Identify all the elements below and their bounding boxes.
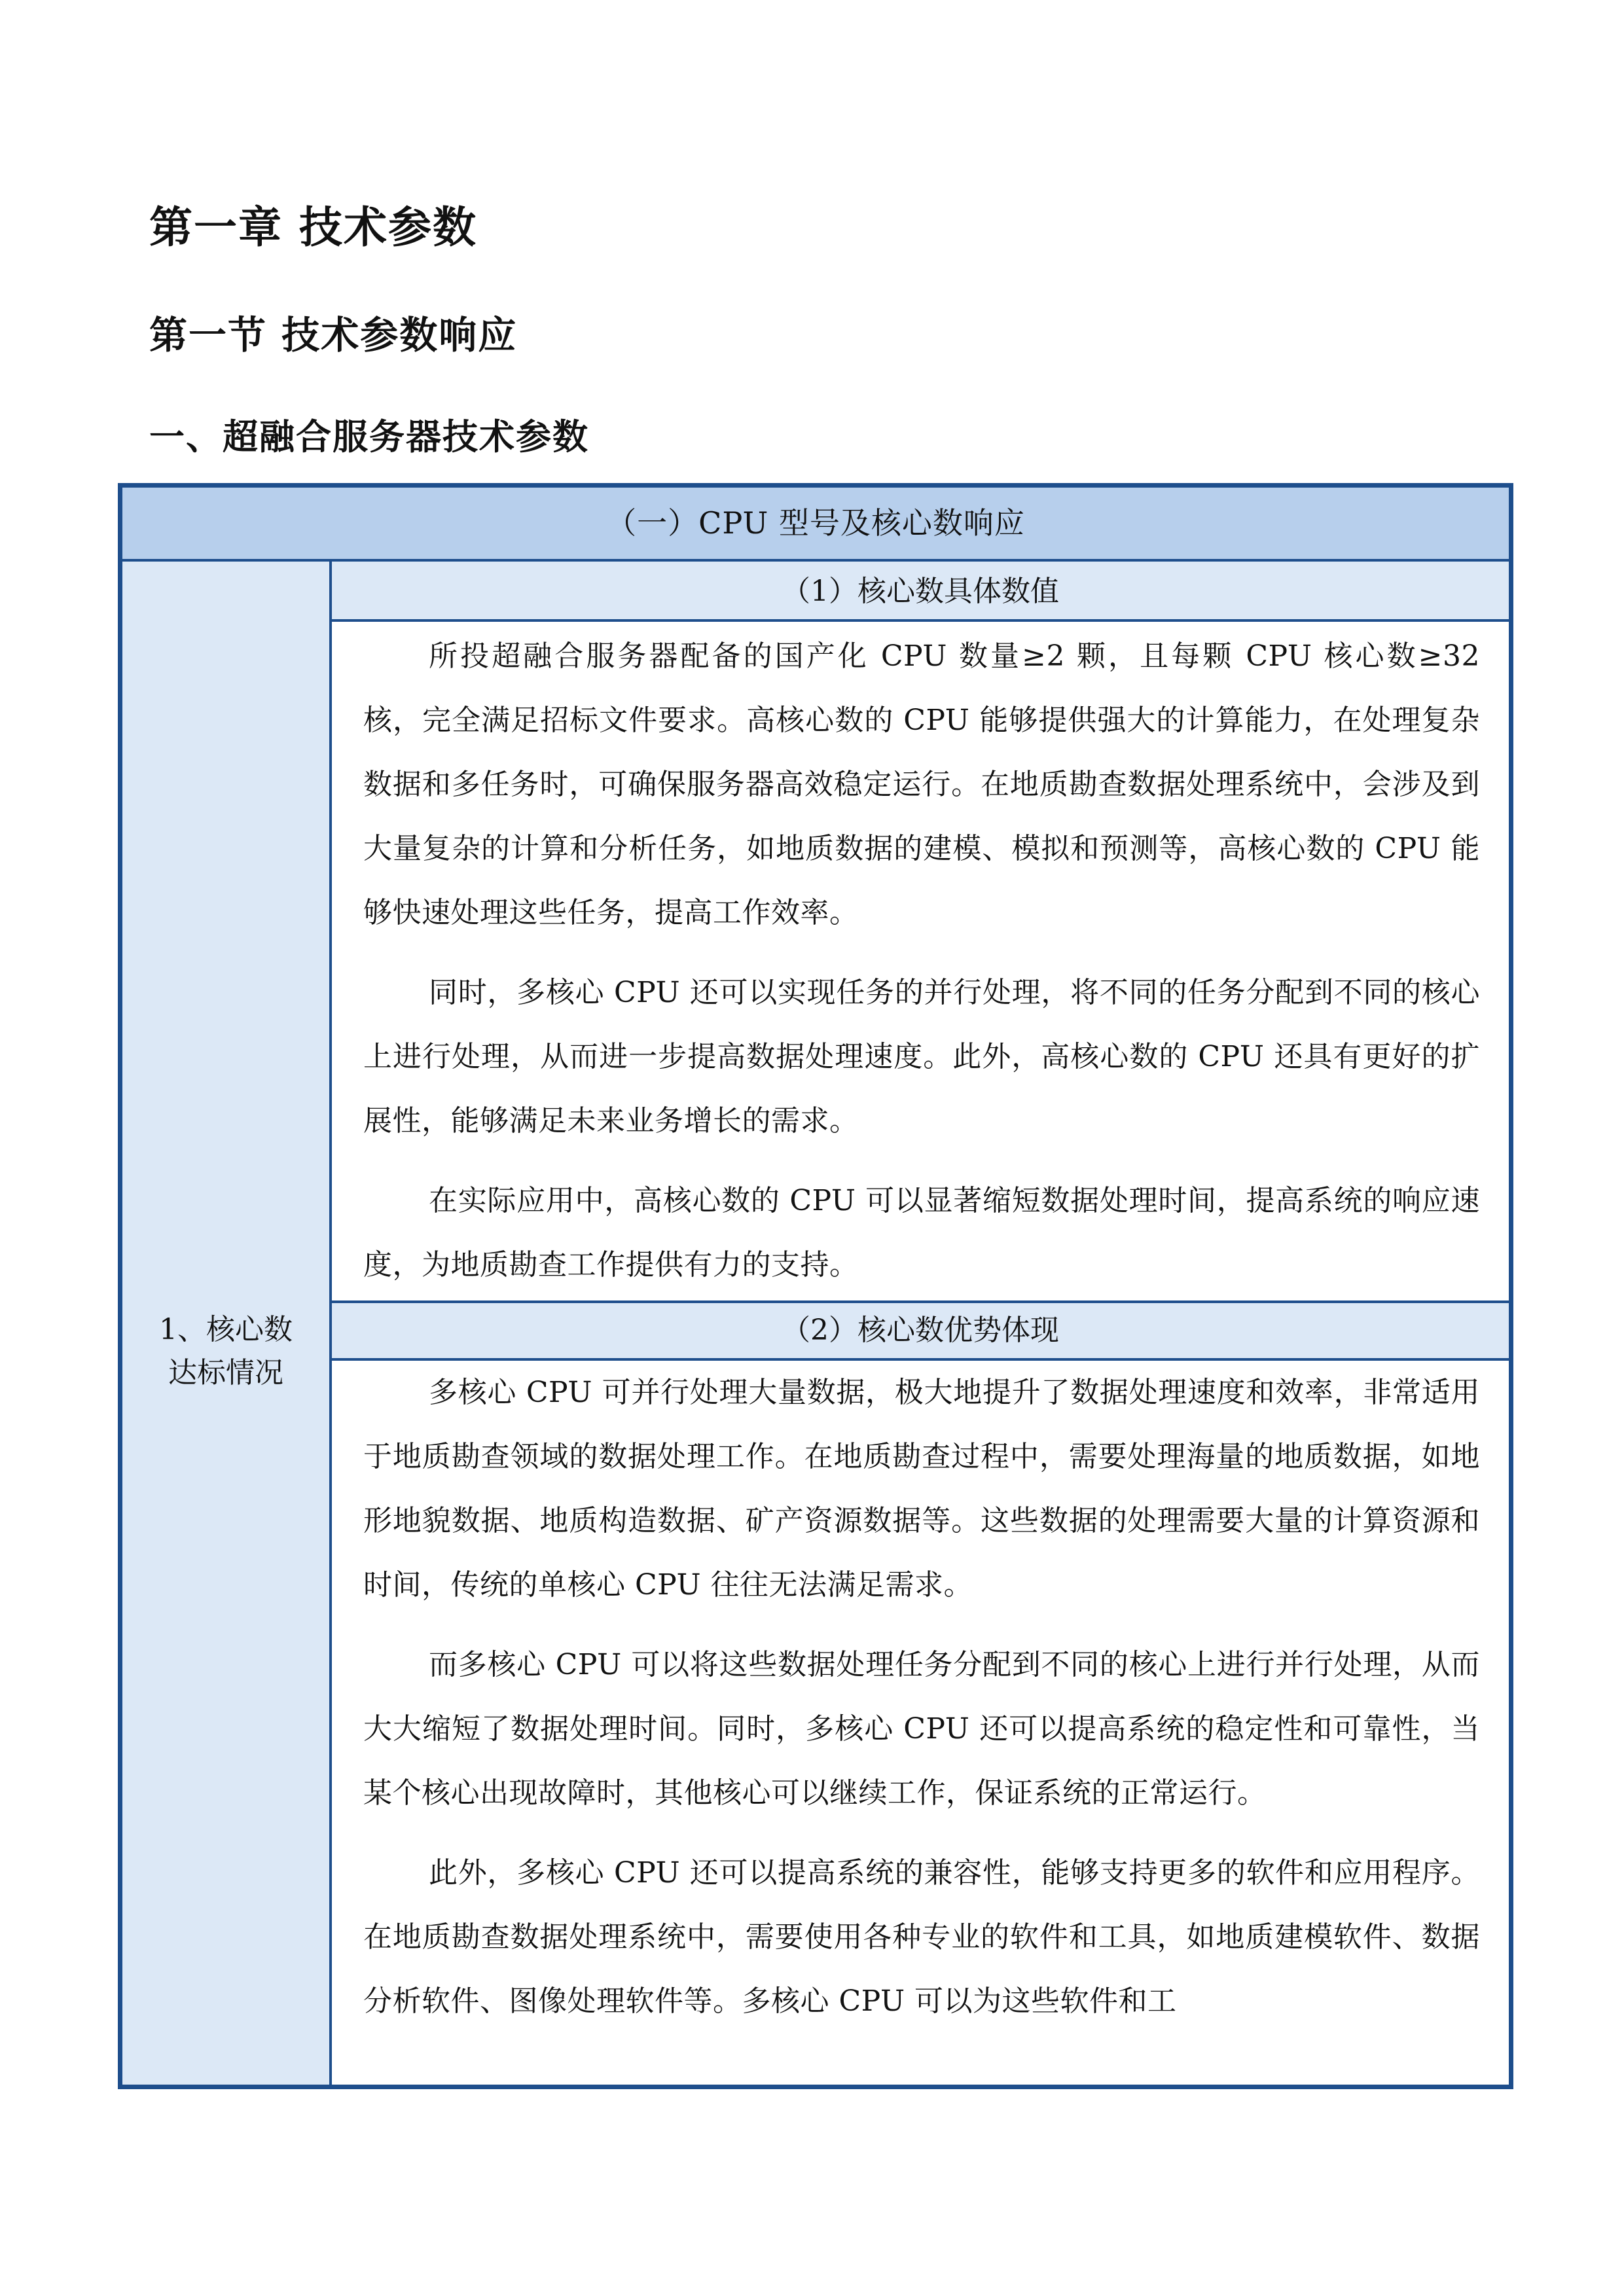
section-title: 第一节 技术参数响应 — [149, 313, 518, 357]
part1-paragraph-2: 同时，多核心 CPU 还可以实现任务的并行处理，将不同的任务分配到不同的核心上进行处理，从而进一步提高数据处理速度。此外，高核心数的 CPU 还具有更好的扩展性，能够满足未来业务增长的需求。 — [363, 976, 1480, 1138]
row-label-line-1: 1、核心数 — [159, 1313, 293, 1346]
chapter-title: 第一章 技术参数 — [149, 202, 477, 253]
part1-paragraph-3: 在实际应用中，高核心数的 CPU 可以显著缩短数据处理时间，提高系统的响应速度，为地质勘查工作提供有力的支持。 — [363, 1184, 1480, 1282]
row-label — [122, 1308, 329, 1395]
table-title: （一）CPU 型号及核心数响应 — [122, 488, 1509, 562]
part2-heading: （2）核心数优势体现 — [332, 1300, 1509, 1361]
subsection-title: 一、超融合服务器技术参数 — [149, 416, 589, 457]
part2-paragraph-3: 此外，多核心 CPU 还可以提高系统的兼容性，能够支持更多的软件和应用程序。在地质勘查数据处理系统中，需要使用各种专业的软件和工具，如地质建模软件、数据分析软件、图像处理软件等。多核心 CPU 可以为这些软件和工 — [363, 1856, 1480, 2018]
row-label-cell — [122, 562, 332, 2085]
part1-body — [332, 624, 1509, 1297]
part1-heading: （1）核心数具体数值 — [332, 562, 1509, 622]
part2-body — [332, 1361, 1509, 2034]
part2-paragraph-2: 而多核心 CPU 可以将这些数据处理任务分配到不同的核心上进行并行处理，从而大大缩短了数据处理时间。同时，多核心 CPU 还可以提高系统的稳定性和可靠性，当某个核心出现故障时，其他核心可以继续工作，保证系统的正常运行。 — [363, 1648, 1480, 1810]
part1-paragraph-1: 所投超融合服务器配备的国产化 CPU 数量≥2 颗，且每颗 CPU 核心数≥32 核，完全满足招标文件要求。高核心数的 CPU 能够提供强大的计算能力，在处理复杂数据和多任务时，可确保服务器高效稳定运行。在地质勘查数据处理系统中，会涉及到大量复杂的计算和分析任务，如地质数据的建模、模拟和预测等，高核心数的 CPU 能够快速处理这些任务，提高工作效率。 — [363, 639, 1480, 929]
cpu-response-table — [118, 483, 1513, 2089]
part2-paragraph-1: 多核心 CPU 可并行处理大量数据，极大地提升了数据处理速度和效率，非常适用于地质勘查领域的数据处理工作。在地质勘查过程中，需要处理海量的地质数据，如地形地貌数据、地质构造数据、矿产资源数据等。这些数据的处理需要大量的计算资源和时间，传统的单核心 CPU 往往无法满足需求。 — [363, 1376, 1480, 1602]
row-label-line-2: 达标情况 — [168, 1356, 283, 1390]
